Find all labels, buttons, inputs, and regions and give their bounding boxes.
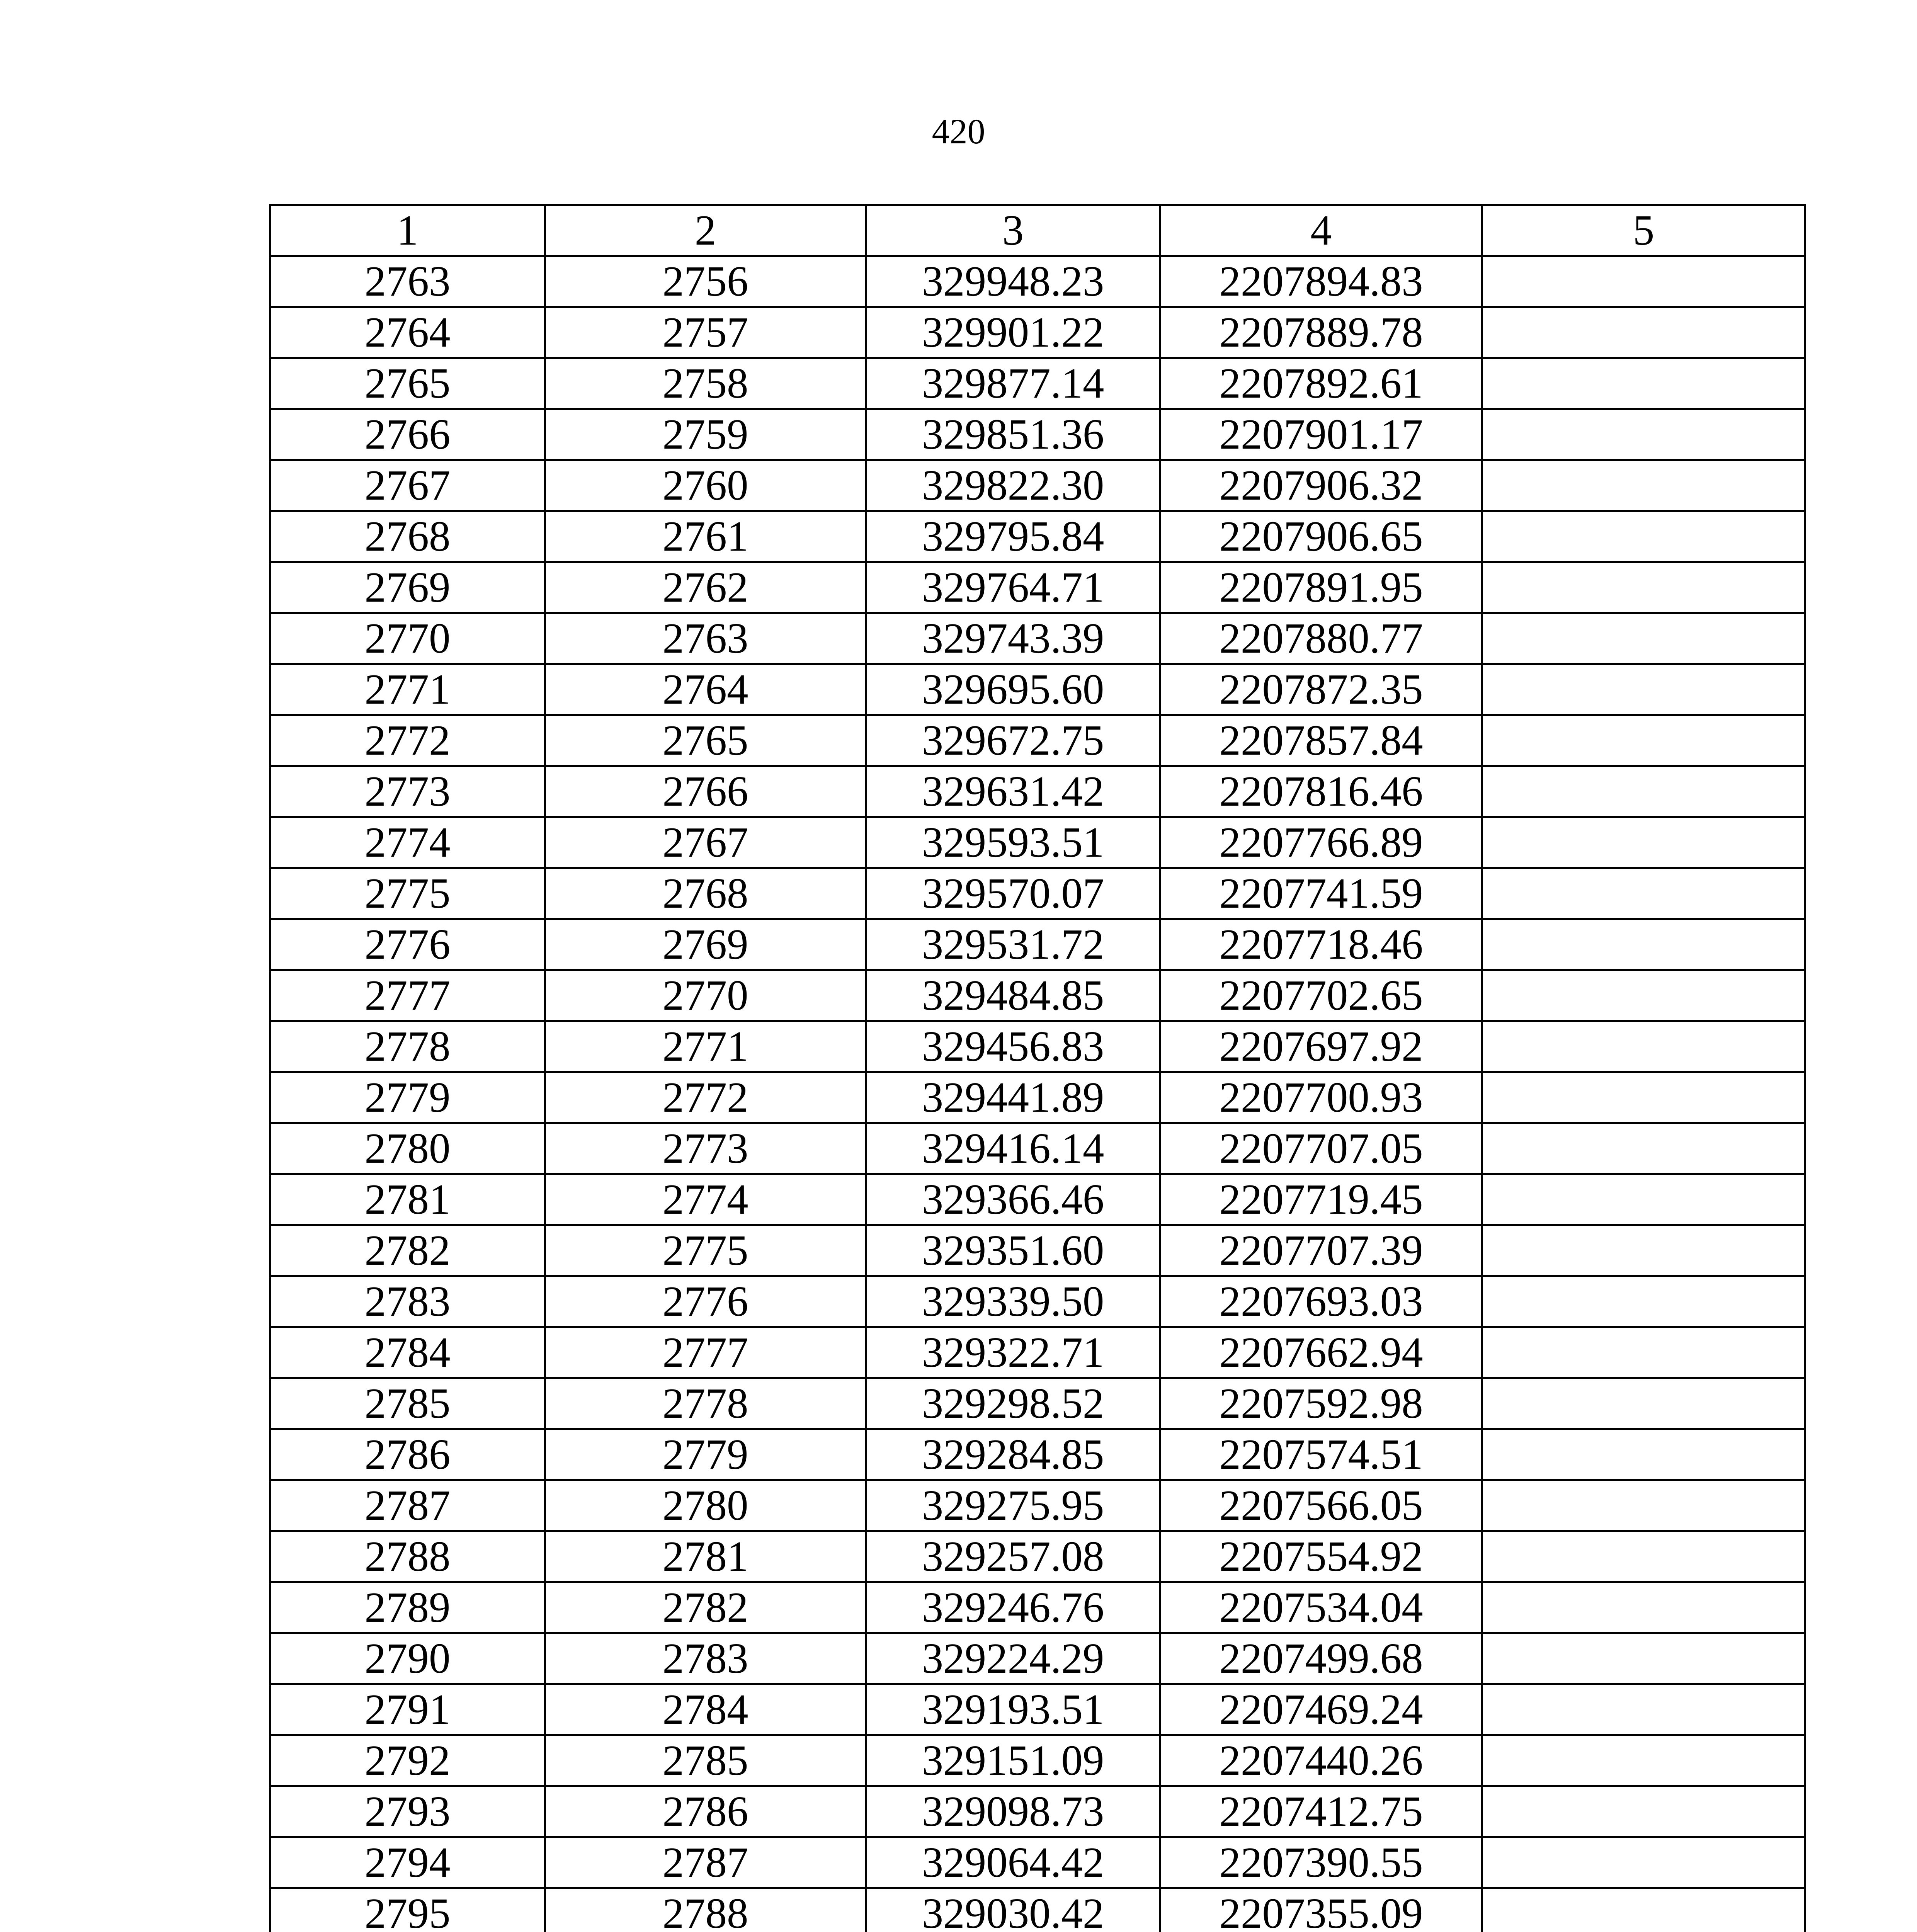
table-cell-col-4: 2207719.45: [1160, 1174, 1482, 1225]
table-cell-col-3: 329298.52: [866, 1378, 1160, 1429]
table-row: [270, 817, 1805, 868]
table-row: [270, 358, 1805, 409]
table-cell-col-1: 2783: [270, 1276, 545, 1327]
table-cell-col-4: 2207574.51: [1160, 1429, 1482, 1480]
table-cell-col-1: 2772: [270, 715, 545, 766]
table-cell-col-4: 2207355.09: [1160, 1888, 1482, 1932]
table-cell-col-4: 2207499.68: [1160, 1633, 1482, 1684]
table-row: [270, 970, 1805, 1021]
table-row: [270, 1531, 1805, 1582]
table-cell-col-3: 329224.29: [866, 1633, 1160, 1684]
table-cell-col-1: 2775: [270, 868, 545, 919]
table-cell-col-5: [1482, 511, 1805, 562]
table-cell-col-3: 329877.14: [866, 358, 1160, 409]
table-cell-col-3: 329322.71: [866, 1327, 1160, 1378]
table-cell-col-2: 2778: [545, 1378, 866, 1429]
table-cell-col-4: 2207857.84: [1160, 715, 1482, 766]
coordinates-table: [269, 204, 1806, 1932]
table-cell-col-5: [1482, 868, 1805, 919]
table-cell-col-1: 2790: [270, 1633, 545, 1684]
table-cell-col-2: 2760: [545, 460, 866, 511]
table-cell-col-4: 2207469.24: [1160, 1684, 1482, 1735]
table-row: [270, 1123, 1805, 1174]
table-cell-col-1: 2763: [270, 256, 545, 307]
table-cell-col-2: 2756: [545, 256, 866, 307]
table-cell-col-2: 2788: [545, 1888, 866, 1932]
table-cell-col-3: 329570.07: [866, 868, 1160, 919]
table-cell-col-2: 2786: [545, 1786, 866, 1837]
table-cell-col-2: 2771: [545, 1021, 866, 1072]
column-header-5: 5: [1482, 205, 1805, 256]
table-cell-col-4: 2207662.94: [1160, 1327, 1482, 1378]
table-cell-col-3: 329851.36: [866, 409, 1160, 460]
table-cell-col-1: 2771: [270, 664, 545, 715]
table-cell-col-3: 329275.95: [866, 1480, 1160, 1531]
table-cell-col-4: 2207889.78: [1160, 307, 1482, 358]
table-cell-col-2: 2763: [545, 613, 866, 664]
table-row: [270, 664, 1805, 715]
table-row: [270, 1276, 1805, 1327]
table-cell-col-1: 2766: [270, 409, 545, 460]
table-cell-col-5: [1482, 256, 1805, 307]
table-cell-col-1: 2768: [270, 511, 545, 562]
table-cell-col-5: [1482, 460, 1805, 511]
table-cell-col-1: 2781: [270, 1174, 545, 1225]
table-cell-col-2: 2769: [545, 919, 866, 970]
table-cell-col-3: 329151.09: [866, 1735, 1160, 1786]
table-cell-col-2: 2776: [545, 1276, 866, 1327]
table-row: [270, 1480, 1805, 1531]
table-row: [270, 1072, 1805, 1123]
table-cell-col-1: 2776: [270, 919, 545, 970]
table-cell-col-2: 2762: [545, 562, 866, 613]
table-body: [270, 256, 1805, 1932]
table-cell-col-1: 2778: [270, 1021, 545, 1072]
table-cell-col-2: 2757: [545, 307, 866, 358]
table-row: [270, 868, 1805, 919]
table-cell-col-1: 2782: [270, 1225, 545, 1276]
table-cell-col-4: 2207891.95: [1160, 562, 1482, 613]
table-cell-col-1: 2793: [270, 1786, 545, 1837]
table-cell-col-4: 2207906.32: [1160, 460, 1482, 511]
table-cell-col-4: 2207718.46: [1160, 919, 1482, 970]
table-cell-col-3: 329098.73: [866, 1786, 1160, 1837]
table-cell-col-3: 329795.84: [866, 511, 1160, 562]
table-cell-col-3: 329822.30: [866, 460, 1160, 511]
table-cell-col-2: 2773: [545, 1123, 866, 1174]
table-row: [270, 409, 1805, 460]
table-cell-col-5: [1482, 409, 1805, 460]
table-row: [270, 1684, 1805, 1735]
table-cell-col-4: 2207872.35: [1160, 664, 1482, 715]
table-cell-col-4: 2207901.17: [1160, 409, 1482, 460]
table-cell-col-2: 2780: [545, 1480, 866, 1531]
table-row: [270, 1837, 1805, 1888]
table-cell-col-5: [1482, 817, 1805, 868]
table-cell-col-5: [1482, 664, 1805, 715]
table-cell-col-4: 2207440.26: [1160, 1735, 1482, 1786]
table-cell-col-4: 2207880.77: [1160, 613, 1482, 664]
table-cell-col-2: 2770: [545, 970, 866, 1021]
table-cell-col-1: 2786: [270, 1429, 545, 1480]
table-cell-col-1: 2773: [270, 766, 545, 817]
table-cell-col-3: 329764.71: [866, 562, 1160, 613]
table-row: [270, 307, 1805, 358]
table-cell-col-1: 2785: [270, 1378, 545, 1429]
table-cell-col-2: 2767: [545, 817, 866, 868]
table-cell-col-5: [1482, 1684, 1805, 1735]
table-cell-col-3: 329672.75: [866, 715, 1160, 766]
table-cell-col-1: 2789: [270, 1582, 545, 1633]
table-cell-col-4: 2207554.92: [1160, 1531, 1482, 1582]
column-header-1: 1: [270, 205, 545, 256]
table-cell-col-5: [1482, 1735, 1805, 1786]
table-row: [270, 1327, 1805, 1378]
table-cell-col-3: 329339.50: [866, 1276, 1160, 1327]
table-row: [270, 511, 1805, 562]
table-cell-col-3: 329593.51: [866, 817, 1160, 868]
table-cell-col-4: 2207693.03: [1160, 1276, 1482, 1327]
table-cell-col-3: 329743.39: [866, 613, 1160, 664]
table-cell-col-1: 2787: [270, 1480, 545, 1531]
table-cell-col-3: 329531.72: [866, 919, 1160, 970]
table-cell-col-2: 2783: [545, 1633, 866, 1684]
column-header-3: 3: [866, 205, 1160, 256]
table-cell-col-2: 2764: [545, 664, 866, 715]
table-cell-col-1: 2765: [270, 358, 545, 409]
table-cell-col-1: 2784: [270, 1327, 545, 1378]
table-cell-col-3: 329948.23: [866, 256, 1160, 307]
table-cell-col-4: 2207766.89: [1160, 817, 1482, 868]
table-row: [270, 1735, 1805, 1786]
table-cell-col-1: 2791: [270, 1684, 545, 1735]
table-row: [270, 562, 1805, 613]
table-cell-col-4: 2207566.05: [1160, 1480, 1482, 1531]
table-cell-col-1: 2769: [270, 562, 545, 613]
table-row: [270, 1174, 1805, 1225]
table-cell-col-3: 329366.46: [866, 1174, 1160, 1225]
column-header-4: 4: [1160, 205, 1482, 256]
table-cell-col-4: 2207697.92: [1160, 1021, 1482, 1072]
page-number: 420: [932, 112, 985, 151]
table-cell-col-3: 329351.60: [866, 1225, 1160, 1276]
table-row: [270, 256, 1805, 307]
table-cell-col-5: [1482, 1174, 1805, 1225]
table-cell-col-4: 2207906.65: [1160, 511, 1482, 562]
table-cell-col-5: [1482, 1786, 1805, 1837]
table-row: [270, 1021, 1805, 1072]
table-cell-col-2: 2787: [545, 1837, 866, 1888]
table-cell-col-5: [1482, 613, 1805, 664]
table-cell-col-4: 2207816.46: [1160, 766, 1482, 817]
table-cell-col-4: 2207741.59: [1160, 868, 1482, 919]
column-header-2: 2: [545, 205, 866, 256]
table-row: [270, 1633, 1805, 1684]
table-cell-col-3: 329030.42: [866, 1888, 1160, 1932]
table-cell-col-2: 2765: [545, 715, 866, 766]
table-cell-col-1: 2788: [270, 1531, 545, 1582]
table-cell-col-5: [1482, 1888, 1805, 1932]
table-cell-col-5: [1482, 307, 1805, 358]
table-cell-col-3: 329901.22: [866, 307, 1160, 358]
table-cell-col-5: [1482, 358, 1805, 409]
table-cell-col-5: [1482, 1123, 1805, 1174]
table-cell-col-3: 329284.85: [866, 1429, 1160, 1480]
table-cell-col-2: 2785: [545, 1735, 866, 1786]
table-cell-col-5: [1482, 970, 1805, 1021]
table-cell-col-1: 2792: [270, 1735, 545, 1786]
table-cell-col-2: 2758: [545, 358, 866, 409]
table-cell-col-4: 2207702.65: [1160, 970, 1482, 1021]
table-cell-col-3: 329257.08: [866, 1531, 1160, 1582]
table-cell-col-5: [1482, 1327, 1805, 1378]
table-cell-col-2: 2779: [545, 1429, 866, 1480]
table-cell-col-2: 2768: [545, 868, 866, 919]
table-row: [270, 715, 1805, 766]
table-cell-col-3: 329484.85: [866, 970, 1160, 1021]
table-cell-col-3: 329695.60: [866, 664, 1160, 715]
table-cell-col-5: [1482, 1531, 1805, 1582]
table-cell-col-3: 329416.14: [866, 1123, 1160, 1174]
table-cell-col-5: [1482, 766, 1805, 817]
table-row: [270, 1378, 1805, 1429]
table-cell-col-1: 2794: [270, 1837, 545, 1888]
table-row: [270, 1429, 1805, 1480]
table-row: [270, 919, 1805, 970]
table-cell-col-5: [1482, 1225, 1805, 1276]
table-cell-col-2: 2761: [545, 511, 866, 562]
table-cell-col-4: 2207700.93: [1160, 1072, 1482, 1123]
table-cell-col-1: 2767: [270, 460, 545, 511]
table-row: [270, 766, 1805, 817]
table-cell-col-1: 2779: [270, 1072, 545, 1123]
table-cell-col-1: 2774: [270, 817, 545, 868]
table-cell-col-4: 2207412.75: [1160, 1786, 1482, 1837]
table-cell-col-3: 329064.42: [866, 1837, 1160, 1888]
table-cell-col-4: 2207707.05: [1160, 1123, 1482, 1174]
table-cell-col-4: 2207707.39: [1160, 1225, 1482, 1276]
table-cell-col-4: 2207892.61: [1160, 358, 1482, 409]
table-cell-col-5: [1482, 1633, 1805, 1684]
table-cell-col-1: 2777: [270, 970, 545, 1021]
table-cell-col-2: 2777: [545, 1327, 866, 1378]
table-cell-col-2: 2774: [545, 1174, 866, 1225]
table-row: [270, 1582, 1805, 1633]
table-cell-col-5: [1482, 1378, 1805, 1429]
table-cell-col-2: 2784: [545, 1684, 866, 1735]
table-cell-col-3: 329456.83: [866, 1021, 1160, 1072]
table-row: [270, 460, 1805, 511]
table-cell-col-5: [1482, 1429, 1805, 1480]
table-cell-col-1: 2764: [270, 307, 545, 358]
table-cell-col-3: 329441.89: [866, 1072, 1160, 1123]
table-cell-col-1: 2795: [270, 1888, 545, 1932]
table-cell-col-3: 329193.51: [866, 1684, 1160, 1735]
table-header: [270, 205, 1805, 256]
table-row: [270, 613, 1805, 664]
table-cell-col-1: 2780: [270, 1123, 545, 1174]
table-cell-col-4: 2207390.55: [1160, 1837, 1482, 1888]
table-cell-col-5: [1482, 562, 1805, 613]
table-cell-col-4: 2207894.83: [1160, 256, 1482, 307]
table-cell-col-5: [1482, 1276, 1805, 1327]
header-row: [270, 205, 1805, 256]
table-cell-col-2: 2782: [545, 1582, 866, 1633]
table-cell-col-4: 2207534.04: [1160, 1582, 1482, 1633]
table-cell-col-2: 2772: [545, 1072, 866, 1123]
table-cell-col-5: [1482, 1480, 1805, 1531]
table-cell-col-5: [1482, 919, 1805, 970]
table-cell-col-5: [1482, 715, 1805, 766]
table-row: [270, 1786, 1805, 1837]
table-cell-col-5: [1482, 1837, 1805, 1888]
table-cell-col-5: [1482, 1072, 1805, 1123]
table-cell-col-1: 2770: [270, 613, 545, 664]
table-row: [270, 1888, 1805, 1932]
table-row: [270, 1225, 1805, 1276]
table-cell-col-3: 329246.76: [866, 1582, 1160, 1633]
table-cell-col-2: 2781: [545, 1531, 866, 1582]
table-cell-col-2: 2775: [545, 1225, 866, 1276]
table-cell-col-2: 2759: [545, 409, 866, 460]
table-cell-col-5: [1482, 1021, 1805, 1072]
table-cell-col-3: 329631.42: [866, 766, 1160, 817]
table-cell-col-4: 2207592.98: [1160, 1378, 1482, 1429]
table-cell-col-5: [1482, 1582, 1805, 1633]
table-cell-col-2: 2766: [545, 766, 866, 817]
